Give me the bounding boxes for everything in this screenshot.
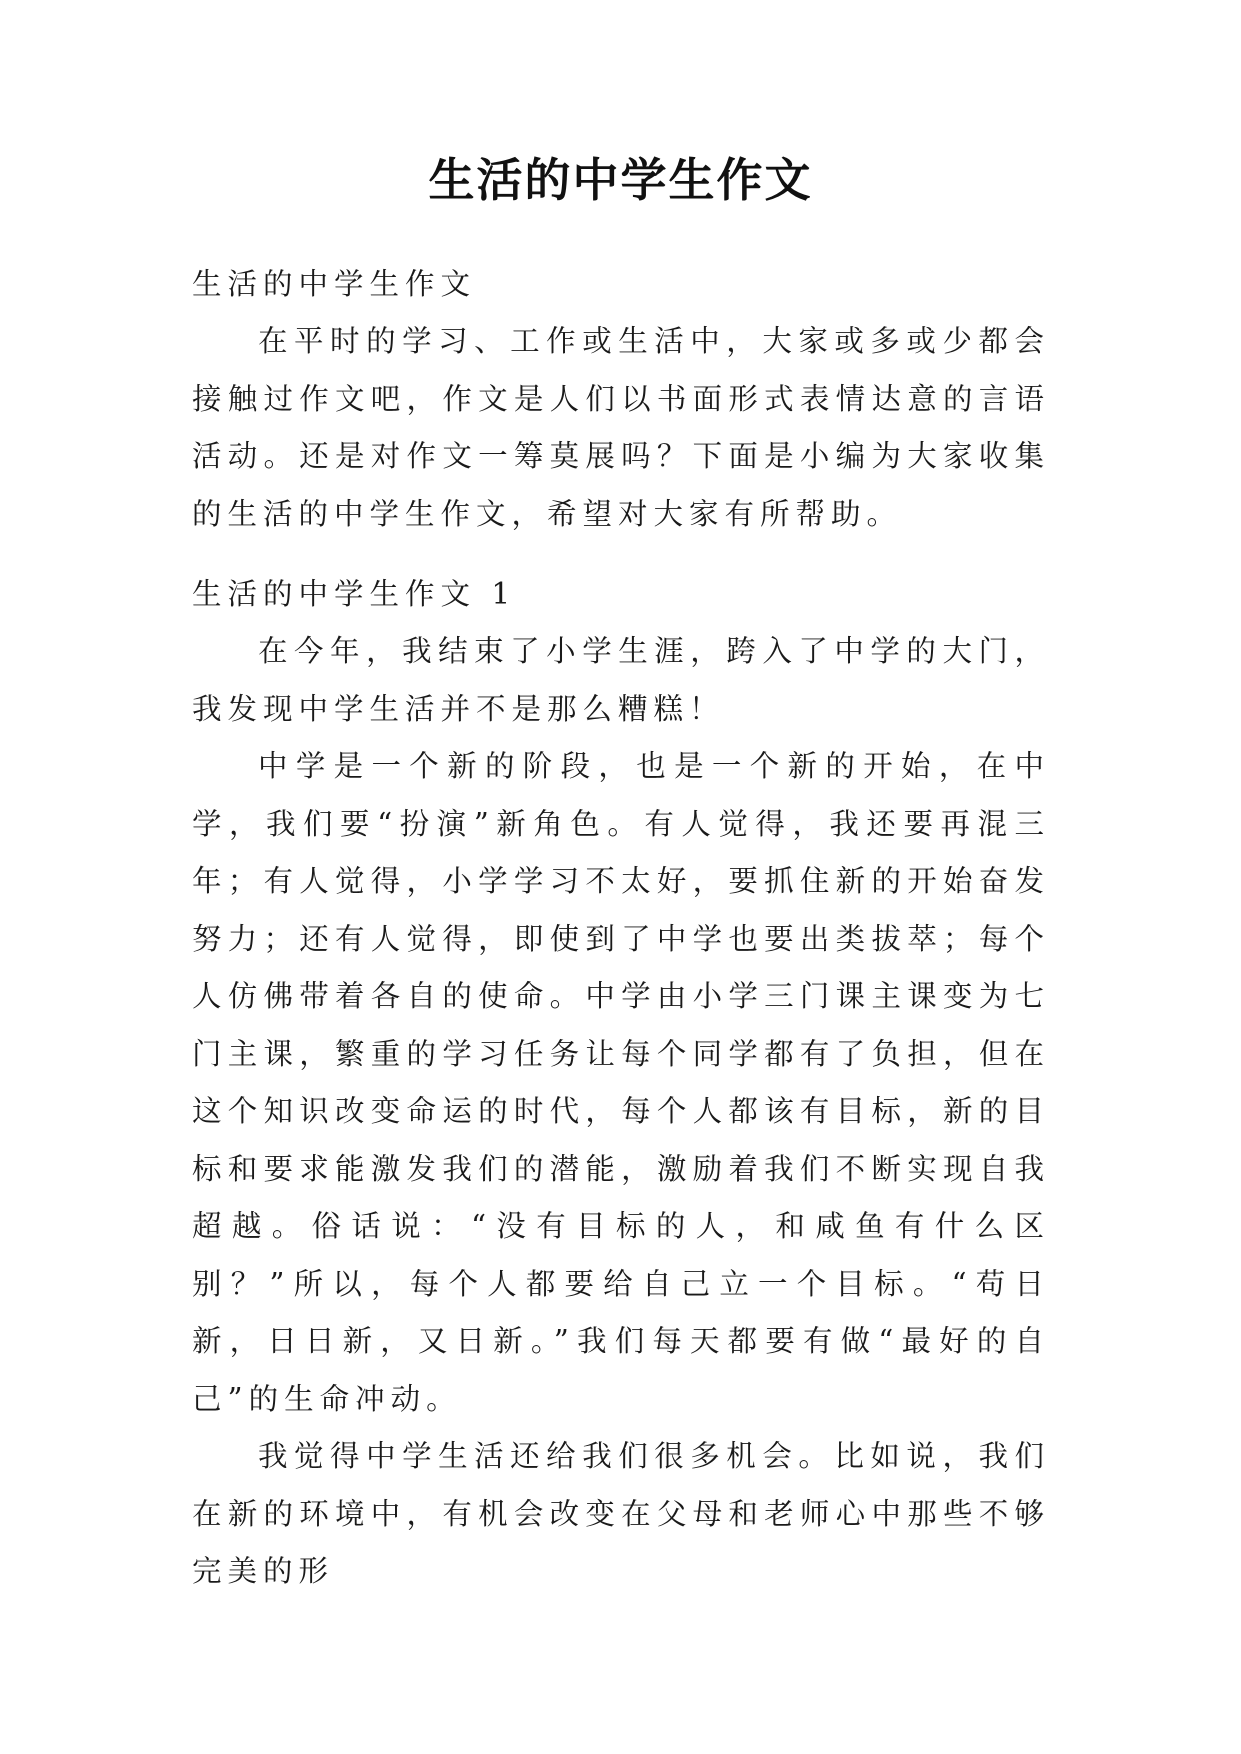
essay-1-heading: 生活的中学生作文 1 (192, 577, 517, 611)
intro-heading: 生活的中学生作文 (192, 267, 477, 301)
essay-1-body (192, 623, 1050, 1601)
essay-1-paragraph: 在今年，我结束了小学生涯，跨入了中学的大门，我发现中学生活并不是那么糟糕！ (192, 634, 1050, 726)
intro-section (192, 313, 1050, 543)
essay-1-paragraph: 我觉得中学生活还给我们很多机会。比如说，我们在新的环境中，有机会改变在父母和老师心中那些不够完美的形 (192, 1439, 1050, 1588)
essay-1-paragraph: 中学是一个新的阶段，也是一个新的开始，在中学，我们要“扮演”新角色。有人觉得，我还要再混三年；有人觉得，小学学习不太好，要抓住新的开始奋发努力；还有人觉得，即使到了中学也要出类拔萃；每个人仿佛带着各自的使命。中学由小学三门课主课变为七门主课，繁重的学习任务让每个同学都有了负担，但在这个知识改变命运的时代，每个人都该有目标，新的目标和要求能激发我们的潜能，激励着我们不断实现自我超越。俗话说：“没有目标的人，和咸鱼有什么区别？”所以，每个人都要给自己立一个目标。“苟日新，日日新，又日新。”我们每天都要有做“最好的自己”的生命冲动。 (192, 749, 1050, 1416)
document-title: 生活的中学生作文 (428, 153, 813, 207)
intro-paragraph: 在平时的学习、工作或生活中，大家或多或少都会接触过作文吧，作文是人们以书面形式表情达意的言语活动。还是对作文一筹莫展吗？下面是小编为大家收集的生活的中学生作文，希望对大家有所帮助。 (192, 324, 1050, 531)
